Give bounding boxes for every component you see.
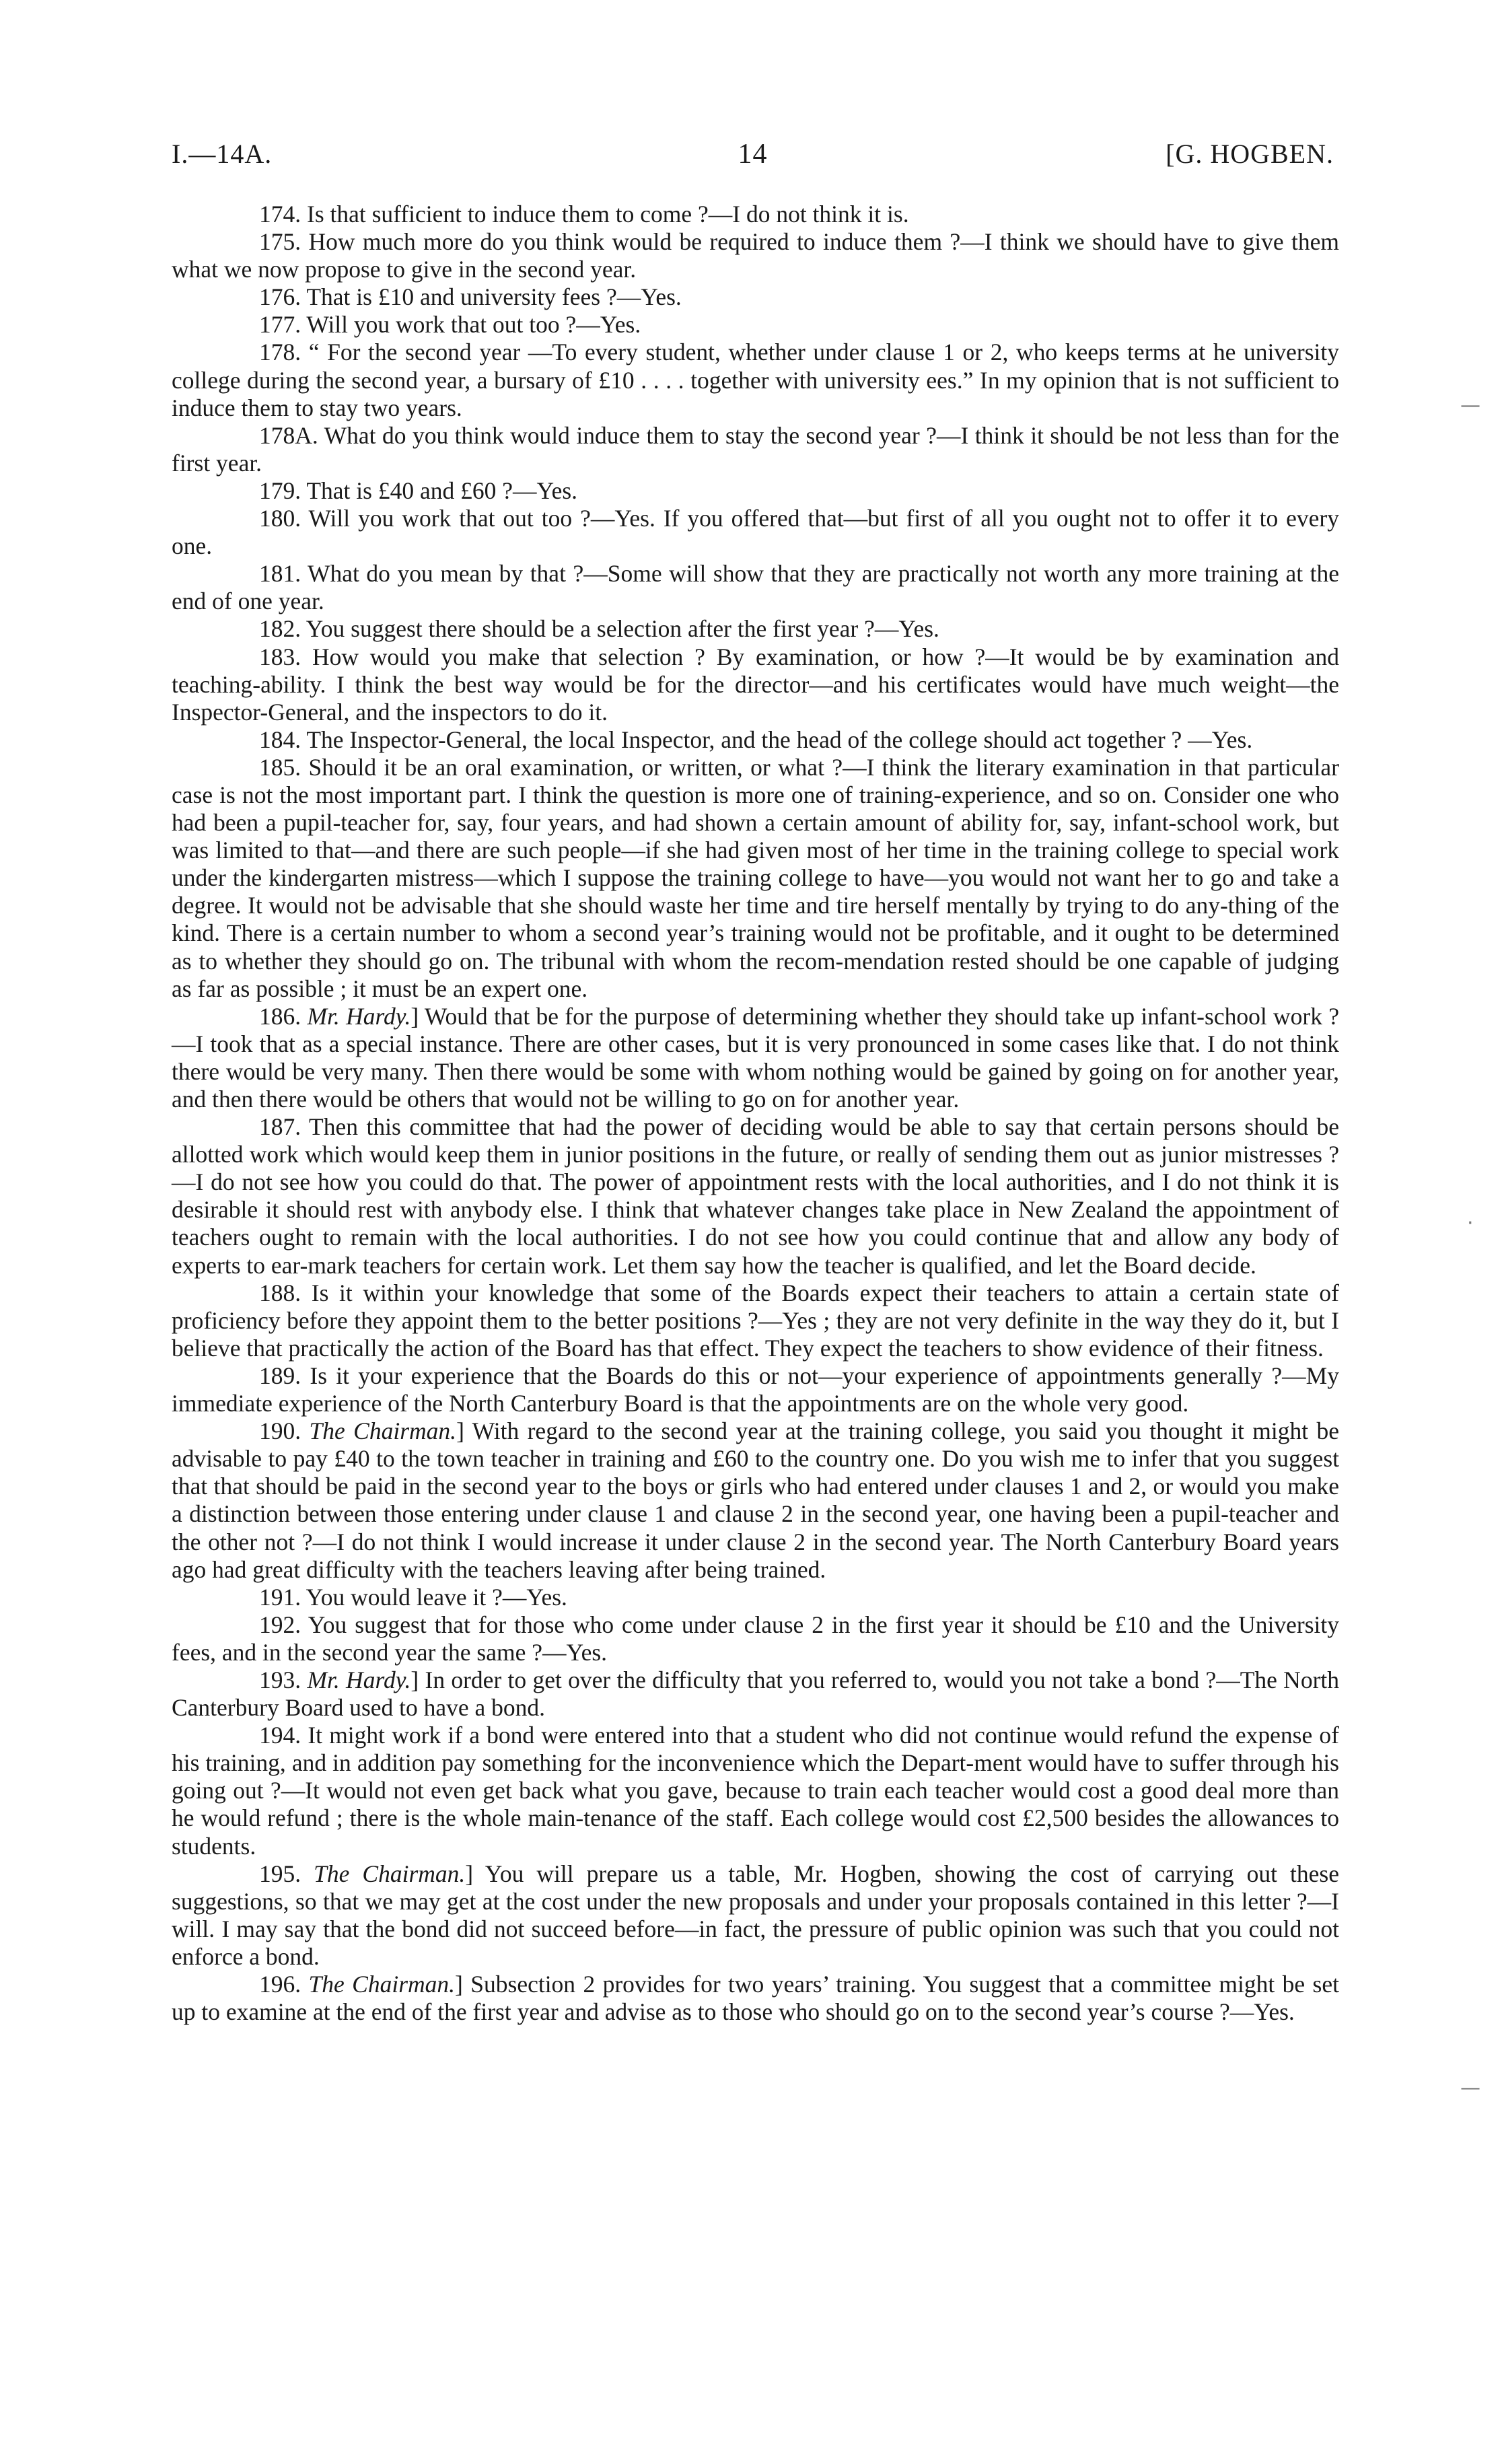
paragraph-text: 181. What do you mean by that ?—Some will show that they are practically not worth any more training at the end of one year. — [172, 560, 1339, 615]
paragraph-text: 192. You suggest that for those who come under clause 2 in the first year it should be £10 and the University fees, and in the second year the same ?—Yes. — [172, 1611, 1339, 1666]
paragraph-text: 196. — [259, 1971, 309, 1998]
question-answer-paragraph — [172, 1860, 1339, 1971]
question-answer-paragraph — [172, 1584, 1339, 1611]
paragraph-text: 187. Then this committee that had the power of deciding would be able to say that certain persons should be allotted work which would keep them in junior positions in the future, or really of sending them out as junior mistresses ?—I do not see how you could do that. The power of appointment rests with the local authorities, and I do not think it is desirable it should rest with anybody else. I think that whatever changes take place in New Zealand the appointment of teachers ought to remain with the local authorities. I do not see how you could continue that and allow any body of experts to ear-mark teachers for certain work. Let them say how the teacher is qualified, and let the Board decide. — [172, 1113, 1339, 1279]
paragraph-text: 193. — [259, 1666, 308, 1693]
speaker-name: The Chairman. — [308, 1971, 456, 1998]
paragraph-text: 177. Will you work that out too ?—Yes. — [259, 311, 641, 339]
paragraph-text: 191. You would leave it ?—Yes. — [259, 1583, 567, 1611]
question-answer-paragraph — [172, 1362, 1339, 1417]
question-answer-paragraph — [172, 311, 1339, 339]
question-answer-paragraph — [172, 560, 1339, 615]
paragraph-text: 176. That is £10 and university fees ?—Yes. — [259, 283, 682, 311]
witness-name: [G. HOGBEN. — [1166, 139, 1334, 169]
question-answer-paragraph — [172, 422, 1339, 477]
question-answer-paragraph — [172, 477, 1339, 505]
speaker-name: The Chairman. — [314, 1860, 466, 1887]
paragraph-text: ] In order to get over the difficulty that you referred to, would you not take a bond ?—The North Canterbury Board used to have a bond. — [172, 1666, 1340, 1722]
question-answer-paragraph — [172, 1417, 1339, 1584]
paragraph-text: 190. — [259, 1417, 310, 1445]
question-answer-paragraph — [172, 615, 1339, 643]
paragraph-text: 188. Is it within your knowledge that some of the Boards expect their teachers to attain a certain state of proficiency before they appoint them to the better positions ?—Yes ; they are not very definite in the way they do it, but I believe that practically the action of the Board has that effect. They expect the teachers to show evidence of their fitness. — [172, 1279, 1339, 1362]
paragraph-text: 185. Should it be an oral examination, or written, or what ?—I think the literary examination in that particular case is not the most important part. I think the question is more one of training-experience, and so on. Consider one who had been a pupil-teacher for, say, four years, and had shown a certain amount of ability for, say, infant-school work, but was limited to that—and there are such people—if she had given most of her time in the training college to special work under the kindergarten mistress—which I suppose the training college to have—you would not want her to go and take a degree. It would not be advisable that she should waste her time and tire herself mentally by trying to do any-thing of the kind. There is a certain number to whom a second year’s training would not be profitable, and it ought to be determined as to whether they should go on. The tribunal with whom the recom-mendation rested should be one capable of judging as far as possible ; it must be an expert one. — [172, 753, 1339, 1002]
paragraph-text: ] Would that be for the purpose of determining whether they should take up infant-school work ?—I took that as a special instance. There are other cases, but it is very pronounced in some cases like that. I do not think there would be very many. Then there would be some with whom nothing would be gained by going on for another year, and then there would be others that would not be willing to go on for another year. — [172, 1002, 1340, 1113]
paragraph-text: 178A. What do you think would induce them to stay the second year ?—I think it should be not less than for the first year. — [172, 421, 1339, 477]
question-answer-paragraph — [172, 505, 1339, 560]
margin-mark: · — [1467, 1211, 1474, 1235]
question-answer-paragraph — [172, 1666, 1339, 1722]
paragraph-text: 179. That is £40 and £60 ?—Yes. — [259, 477, 578, 504]
page-number: 14 — [738, 139, 768, 170]
paragraph-text: ] You will prepare us a table, Mr. Hogben, showing the cost of carrying out these suggestions, so that we may get at the cost under the new proposals and under your proposals contained in this letter ?—I will. I may say that the bond did not succeed before—in fact, the pressure of public opinion was such that you could not enforce a bond. — [172, 1860, 1339, 1970]
margin-mark: — — [1460, 394, 1480, 417]
paragraph-text: 175. How much more do you think would be required to induce them ?—I think we should have to give them what we now propose to give in the second year. — [172, 228, 1339, 283]
paragraph-text: 183. How would you make that selection ? By examination, or how ?—It would be by examination and teaching-ability. I think the best way would be for the director—and his certificates would have much weight—the Inspector-General, and the inspectors to do it. — [172, 643, 1339, 726]
margin-mark: — — [1460, 2076, 1480, 2100]
page-header — [172, 138, 1334, 178]
paragraph-text: 186. — [259, 1002, 308, 1030]
question-answer-paragraph — [172, 283, 1339, 311]
document-reference: I.—14A. — [172, 139, 273, 169]
question-answer-paragraph — [172, 1279, 1339, 1362]
paragraph-text: 189. Is it your experience that the Boards do this or not—your experience of appointments generally ?—My immediate experience of the North Canterbury Board is that the appointments are on the whole very good. — [172, 1362, 1339, 1417]
paragraph-text: ] With regard to the second year at the training college, you said you thought it might be advisable to pay £40 to the town teacher in training and £60 to the country one. Do you wish me to infer that you suggest that that should be paid in the second year to the boys or girls who had entered under clauses 1 and 2, or would you make a distinction between those entering under clause 1 and clause 2 in the second year, one having been a pupil-teacher and the other not ?—I do not think I would increase it under clause 2 in the second year. The North Canterbury Board years ago had great difficulty with the teachers leaving after being trained. — [172, 1417, 1339, 1583]
paragraph-text: 194. It might work if a bond were entered into that a student who did not continue would refund the expense of his training, and in addition pay something for the inconvenience which the Depart-ment would have to suffer through his going out ?—It would not even get back what you gave, because to train each teacher would cost a good deal more than he would refund ; there is the whole main-tenance of the staff. Each college would cost £2,500 besides the allowances to students. — [172, 1722, 1339, 1860]
question-answer-paragraph — [172, 339, 1339, 421]
page-body — [172, 201, 1339, 2026]
question-answer-paragraph — [172, 1003, 1339, 1113]
paragraph-text: 174. Is that sufficient to induce them to come ?—I do not think it is. — [259, 201, 909, 227]
question-answer-paragraph — [172, 1113, 1339, 1279]
speaker-name: The Chairman. — [309, 1417, 457, 1445]
question-answer-paragraph — [172, 726, 1339, 754]
speaker-name: Mr. Hardy. — [307, 1666, 411, 1693]
paragraph-text: 180. Will you work that out too ?—Yes. If you offered that—but first of all you ought not to offer it to every one. — [172, 505, 1339, 560]
question-answer-paragraph — [172, 754, 1339, 1003]
question-answer-paragraph — [172, 1722, 1339, 1860]
question-answer-paragraph — [172, 643, 1339, 726]
paragraph-text: 178. “ For the second year —To every student, whether under clause 1 or 2, who keeps terms at he university college during the second year, a bursary of £10 . . . . together with university ees.” In my opinion that is not sufficient to induce them to stay two years. — [172, 339, 1339, 421]
question-answer-paragraph — [172, 228, 1339, 283]
speaker-name: Mr. Hardy. — [307, 1002, 411, 1030]
question-answer-paragraph — [172, 201, 1339, 228]
paragraph-text: ] Subsection 2 provides for two years’ training. You suggest that a committee might be set up to examine at the end of the first year and advise as to those who should go on to the second year’s course ?—Yes. — [172, 1971, 1339, 2026]
paragraph-text: 184. The Inspector-General, the local Inspector, and the head of the college should act together ? —Yes. — [259, 726, 1253, 753]
question-answer-paragraph — [172, 1611, 1339, 1666]
paragraph-text: 195. — [259, 1860, 314, 1887]
question-answer-paragraph — [172, 1971, 1339, 2026]
paragraph-text: 182. You suggest there should be a selection after the first year ?—Yes. — [259, 615, 939, 643]
